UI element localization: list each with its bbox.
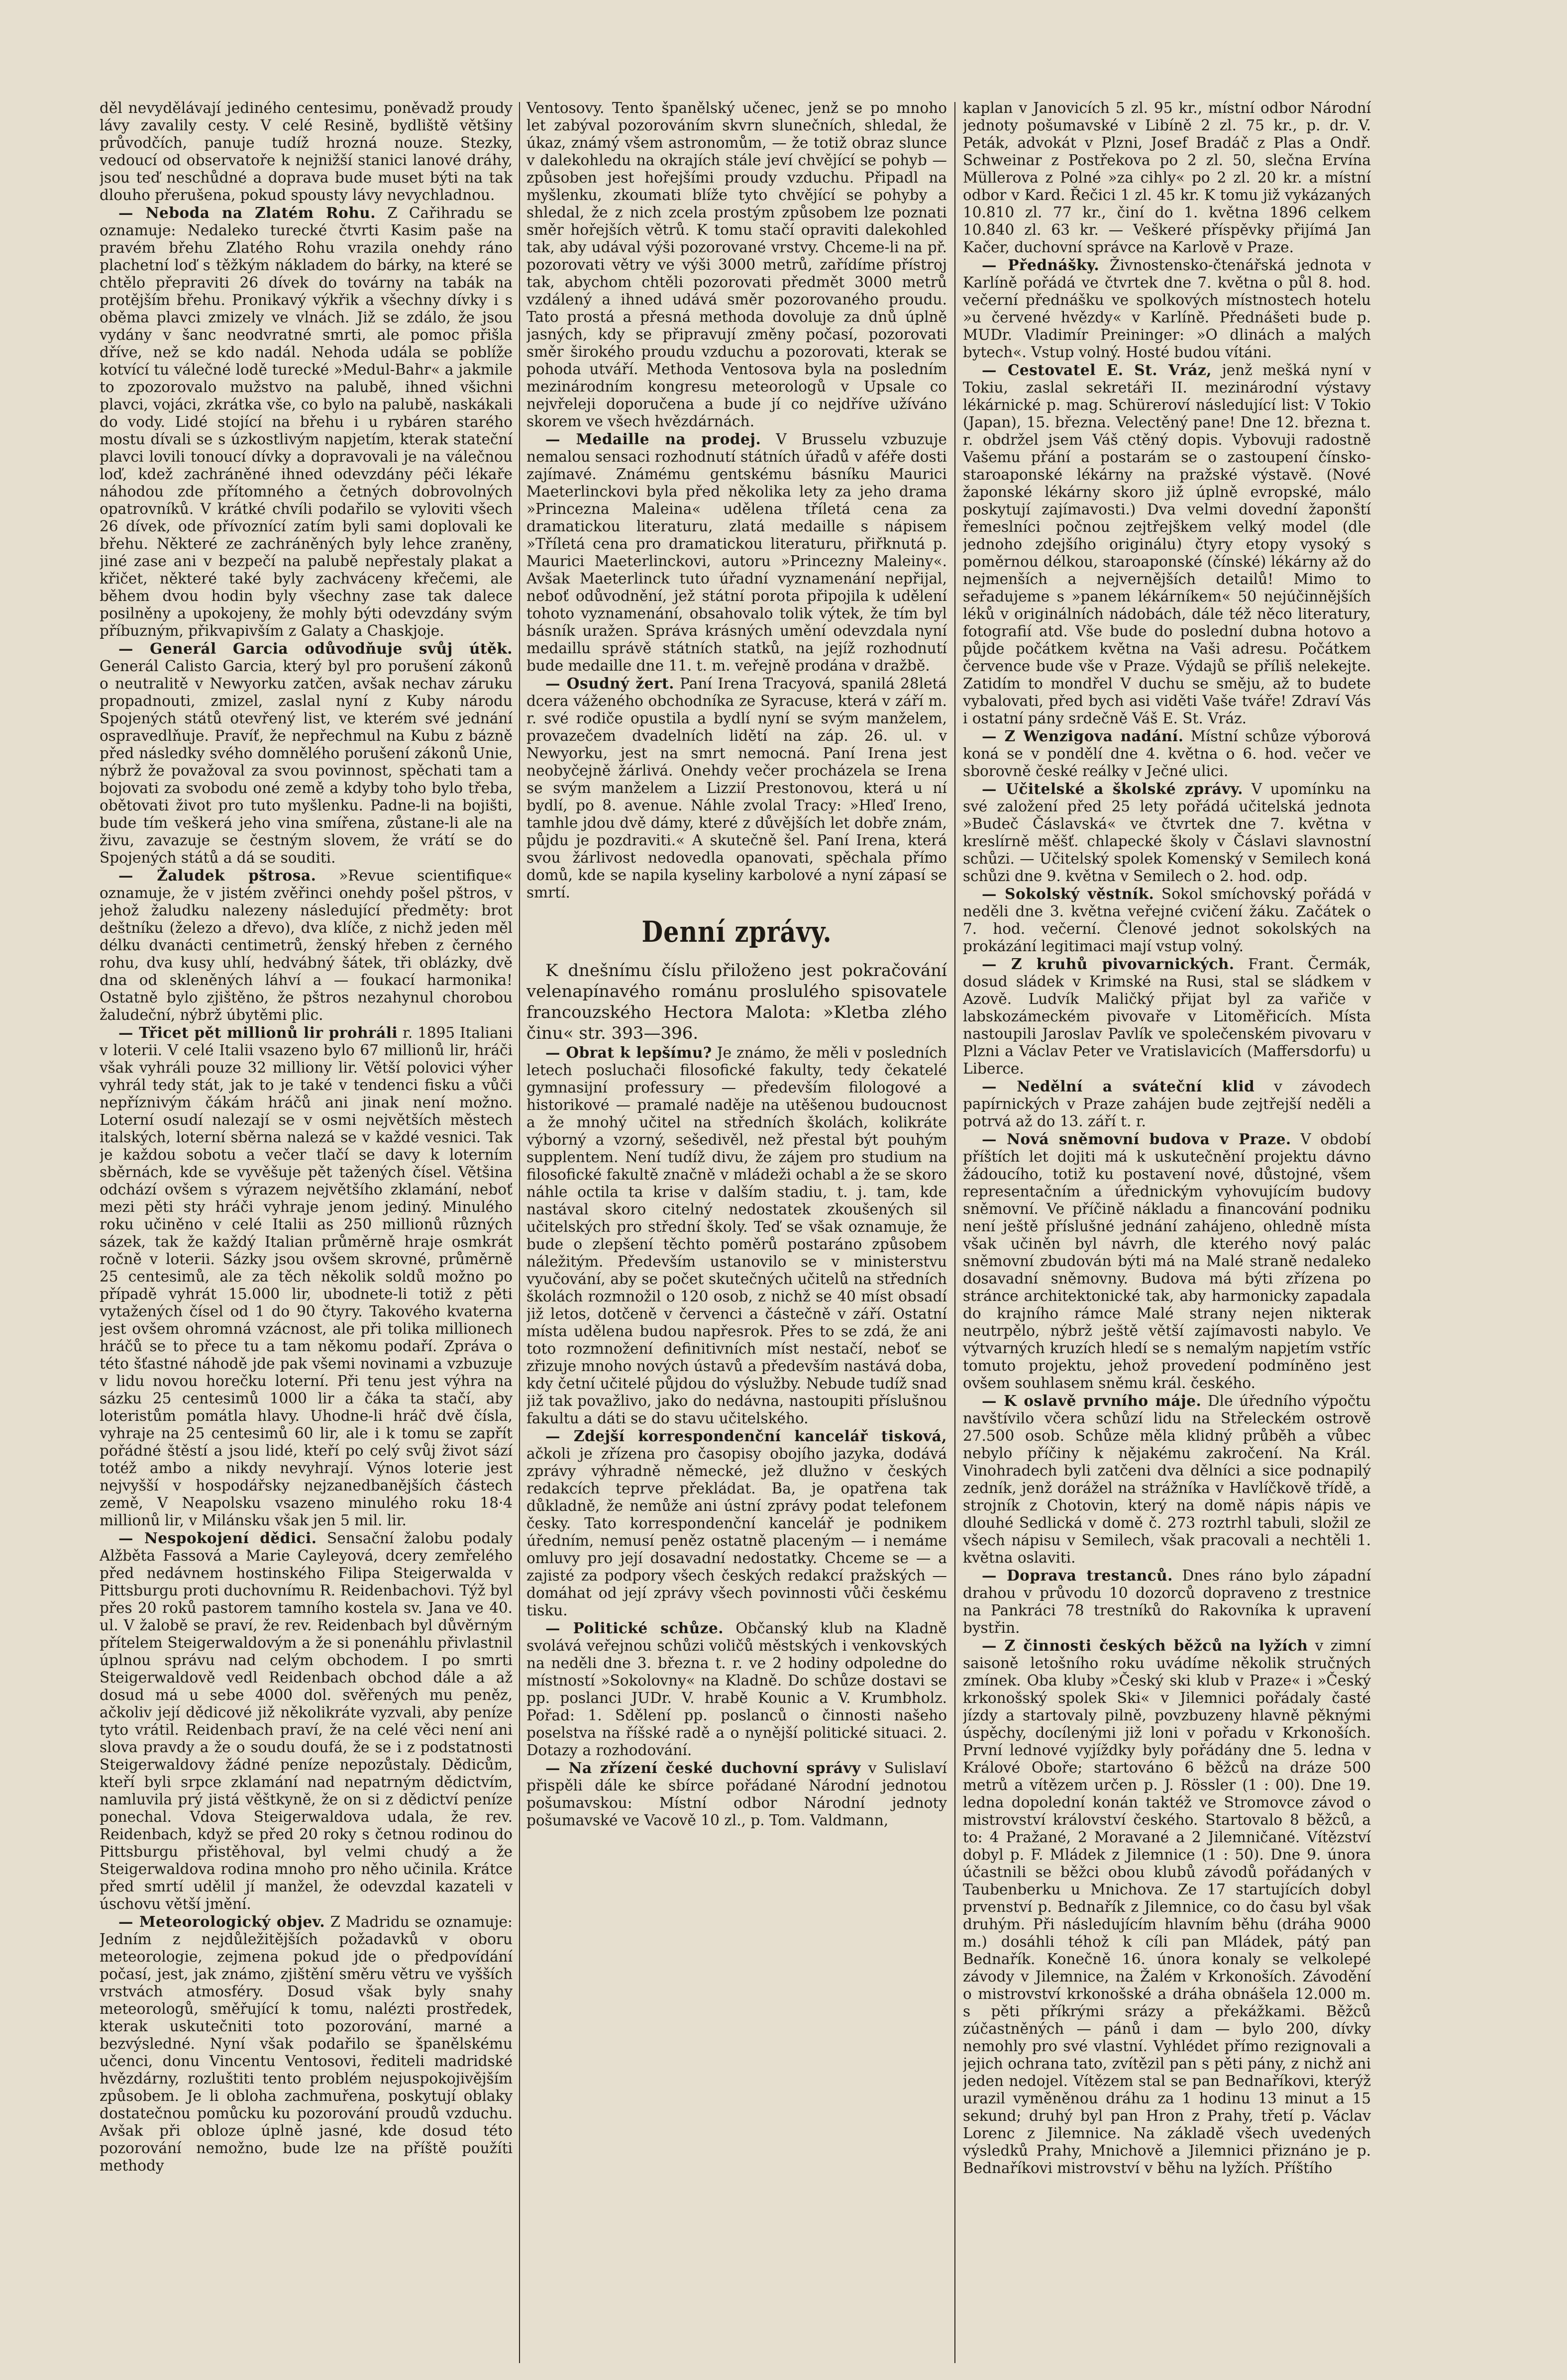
news-item-text: »Revue scientifique« oznamuje, že v jistém zvěřinci onehdy pošel pštros, v jehož žaludku nalezeny následující předměty: brot deštníku (železo a dřevo), dva klíče, z nichž jeden měl délku dvanácti centimetrů, ženský hřeben z černého rohu, dva kusy uhlí, hedvábný šátek, tři oblázky, dvě dna od skleněných láhví a — foukací harmonika! Ostatně bylo zjištěno, že pštros nezahynul chorobou žaludeční, nýbrž úbytěmi plic. (100, 867, 513, 1023)
news-item-heading: — Osudný žert. (545, 675, 674, 692)
news-item (100, 1529, 513, 1913)
news-item-text: v závodech papírnických v Praze zahájen bude zejtřejší neděli a potrvá až do 13. září t. r. (963, 1078, 1371, 1130)
news-item-text: V upomínku na své založení před 25 lety pořádá učitelská jednota »Budeč Čáslavská« ve čtvrtek dne 7. května v kreslírně měšť. chlapecké školy v Čáslavi slavnostní schůzi. — Učitelský spolek Komenský v Semilech koná schůzi dne 9. května v Semilech o 2. hod. odp. (963, 781, 1371, 885)
news-item (100, 99, 513, 204)
news-item-heading: — Cestovatel E. St. Vráz, (982, 361, 1212, 379)
section-heading: Denní zprávy. (641, 915, 832, 949)
news-item-text: Sokol smíchovský pořádá v neděli dne 3. května veřejné cvičení žáku. Začátek o 7. hod. večerní. Členové jednot sokolských na prokázání legitimaci mají vstup volný. (963, 886, 1371, 955)
news-item (963, 780, 1371, 885)
news-item-heading: — Politické schůze. (545, 1619, 724, 1637)
news-item-heading: — Nedělní a sváteční klid (982, 1078, 1255, 1095)
news-item (963, 1567, 1371, 1637)
news-item-text: Z Cařihradu se oznamuje: Nedaleko turecké čtvrti Kasim paše na pravém břehu Zlatého Rohu vrazila onehdy ráno plachetní loď s těžkým nákladem do bárky, na které se chtělo přepraviti 26 dívek do továrny na tabák na protějším břehu. Pronikavý výkřik a všechny dívky i s oběma plavci zmizely ve vlnách. Již se zdálo, že jsou vydány v šanc neodvratné smrti, ale pomoc přišla dříve, než se kdo nadál. Nehoda udála se poblíže kotvící tu válečné lodě turecké »Medul-Bahr« a jakmile to zpozorovalo mužstvo na palubě, ihned všichni plavci, vojáci, zkrátka vše, co bylo na palubě, naskákali do vody. Lidé stojící na břehu i u rybáren starého mostu dívali se s úzkostlivým napjetím, kterak stateční plavci lovili tonoucí dívky a dopravovali je na válečnou loď, kdež zachráněné ihned odevzdány péči lékaře náhodou zde přítomného a četných dobrovolných opatrovníků. V krátké chvíli podařilo se vyloviti všech 26 dívek, ode přívoznící zatím byli sami doplovali ke břehu. Některé ze zachráněných byly lehce zraněny, jiné zase ani v bezpečí na palubě nepřestaly plakat a křičet, některé také byly zachváceny křečemi, ale během dvou hodin byly všechny zase tak dalece posilněny a upokojeny, že mohly býti odevzdány svým příbuzným, přikvapivším z Galaty a Chaskjoje. (100, 204, 513, 639)
news-item-text: r. 1895 Italiani v loterii. V celé Italii vsazeno bylo 67 millionů lir, hráči však vyhráli pouze 32 milliony lir. Větší polovici výher vyhrál tedy stát, jak to je také v tendenci fisku a vůči nepříznivým čákám hráčů ani jinak není možno. Loterní osudí nalezají se v osmi největších městech italských, loterní sběrna nalezá se v každé vesnici. Tak je každou sobotu a večer tlačí se davy k loterním sběrnách, kde se vyvěšuje pět tažených čísel. Většina odchází ovšem s výrazem největšího zklamání, neboť mezi pěti sty hráči vyhraje jenom jediný. Minulého roku učiněno v celé Italii as 250 millionů různých sázek, tak že každý Italian průměrně hraje osmkrát ročně v loterii. Sázky jsou ovšem skrovné, průměrně 25 centesimů, ale za těch několik soldů možno po případě vyhrát 15.000 lir, ubodnete-li totiž z pěti vytažených čísel od 1 do 90 čtyry. Takového kvaterna jest ovšem ohromná vzácnost, ale při tolika millionech hráčů se to přece tu a tam někomu podaří. Zpráva o této šťastné náhodě jde pak všemi novinami a vzbuzuje v lidu novou horečku loterní. Při tenu jest výhra na sázku 25 centesimů 1000 lir a čáka ta stačí, aby loteristům pomátla hlavy. Uhodne-li hráč dvě čísla, vyhraje na 25 centesimů 60 lir, ale i k tomu se zapřít pořádné štěstí a jsou lidé, kteří po celý svůj život sází totéž ambo a nikdy nevyhrají. Výnos loterie jest nejvyšší v hospodářsky nejzanedbanějších částech země, V Neapolsku vsazeno minulého roku 18·4 millionů lir, v Milánsku však jen 5 mil. lir. (100, 1024, 513, 1529)
news-item-heading: — Z kruhů pivovarnických. (982, 955, 1235, 973)
news-item-heading: — Doprava trestanců. (982, 1567, 1173, 1584)
news-item-text: Ventosovy. Tento španělský učenec, jenž se po mnoho let zabýval pozorováním skvrn slunečních, shledal, že úkaz, známý všem astronomům, — že totiž obraz slunce v dalekohledu na okrajích stále jeví chvějící se pohyb — způsoben jest hořejšími proudy vzduchu. Připadl na myšlenku, zkoumati blíže tyto chvějící se pohyby a shledal, že z nich zcela prostým způsobem lze poznati směr hořejších větrů. K tomu stačí opraviti dalekohled tak, aby udával výši pozorované vrstvy. Chceme-li na př. pozorovati větry ve výši 3000 metrů, zařídíme přístroj tak, abychom chtěli pozorovati předmět 3000 metrů vzdálený a ihned udává směr pozorovaného proudu. Tato prostá a přesná methoda dovoluje za dnů úplně jasných, kdy se připravují změny počasí, pozorovati směr širokého proudu vzduchu a pozorovati, kterak se pohoda utváří. Methoda Ventosova byla na posledním mezinárodním kongresu meteorologů v Upsale co nejvřeleji doporučena a bude jí co nejdříve užíváno skorem ve všech hvězdárnách. (526, 99, 947, 430)
news-item (100, 1913, 513, 2175)
news-item-heading: — Učitelské a školské zprávy. (982, 780, 1243, 797)
column-middle (526, 99, 947, 2363)
news-item (100, 204, 513, 640)
news-item-text: V Brusselu vzbuzuje nemalou sensaci rozhodnutí státních úřadů v aféře dosti zajímavé. Známému gentskému básníku Maurici Maeterlinckovi byla před několika lety za jeho drama »Princezna Maleina« udělena tříletá cena za dramatickou literaturu, zlatá medaille s nápisem »Tříletá cena pro dramatickou literaturu, přiřknutá p. Maurici Maeterlinckovi, autoru »Princezny Maleiny«. Avšak Maeterlinck tuto úřadní vyznamenání nepřijal, neboť odůvodnění, jež státní porota připojila k udělení tohoto vyznamenání, obsahovalo tolik výtek, že tím byl básník uražen. Správa krásných umění odevzdala nyní medaillu správě státních statků, na jejíž rozhodnutí bude medaille dne 11. t. m. veřejně prodána v dražbě. (526, 431, 947, 674)
news-item-heading: — Třicet pět millionů lir prohráli (118, 1024, 398, 1041)
news-item-text: jenž mešká nyní v Tokiu, zaslal sekretáři II. mezinárodní výstavy lékárnické p. mag. Schüreroví následující list: V Tokio (Japan), 15. března. Velectěný pane! Dne 12. března t. r. obdržel jsem Váš ctěný dopis. Vybovuji radostně Vašemu přání a postarám se o zastoupení čínsko-staroaponské lékárny na pražské výstavě. (Nové žaponské lékárny skoro již úplně evropské, málo poskytují zajímavosti.) Dva velmi dovední žaponští řemeslníci počnou zejtřejškem velký model (dle jednoho zdejšího originálu) čtyry etopy vysoký s poměrnou délkou, staroaponské (čínské) lékárny až do nejmenších a nejvernějších detailů! Mimo to seřadujeme s »panem lékárníkem« 50 nejúčinnějších léků v originálních nádobách, dále též něco literatury, fotografií atd. Vše bude do poslední dubna hotovo a půjde počátkem května na Vaši adresu. Počátkem července bude vše v Praze. Výdajů se příliš nelekejte. Zatidím to mondřel V duchu se směju, až to budete vybalovati, před bych asi viděti Vaše tváře! Zdraví Vás i ostatní pány srdečně Váš E. St. Vráz. (963, 362, 1371, 727)
news-item-heading: — Z Wenzigova nadání. (982, 727, 1184, 745)
news-item-text: v Sulislaví přispěli dále ke sbírce pořádané Národní jednotou pošumavskou: Místní odbor Národní jednoty pošumavské ve Vacově 10 zl., p. Tom. Valdmann, (526, 1760, 947, 1829)
news-item-text: děl nevydělávají jediného centesimu, poněvadž proudy lávy zavalily cesty. V celé Resině, bydliště většiny průvodčích, panuje tudíž hrozná nouze. Stezky, vedoucí od observatoře k nejnižší stanici lanové dráhy, jsou teď neschůdné a doprava bude muset býti na tak dlouho přerušena, pokud spousty lávy nevychladnou. (100, 99, 513, 203)
news-item-text: Dle úředního výpočtu navštívilo včera schůzí lidu na Střeleckém ostrově 27.500 osob. Schůze měla klidný průběh a vůbec nebylo příčiny k nějakému zakročení. Na Král. Vinohradech byli zatčeni dva dělníci a sice podnapilý zedník, jenž dorážel na strážníka v Havlíčkově třídě, a strojník z Chotovin, který na domě nápis nápis ve dlouhé Sedlická v domě č. 273 roztrhl tabuli, složil ze všech nápisu v Semilech, však pracovali a nechtěli 1. května oslaviti. (963, 1392, 1371, 1566)
news-item (963, 727, 1371, 780)
news-item-text: Z Madridu se oznamuje: Jedním z nejdůležitějších požadavků v oboru meteorologie, zejmena pokud jde o předpovídání počasí, jest, jak známo, zjištění směru větru ve vyšších vrstvách atmosféry. Dosud však byly snahy meteorologů, směřující k tomu, nalézti prostředek, kterak uskutečniti toto pozorování, marné a bezvýsledné. Nyní však podařilo se španělskému učenci, donu Vincentu Ventosovi, řediteli madridské hvězdárny, rozluštiti tento problém nejuspokojivějším způsobem. Je li obloha zachmuřena, poskytují oblaky dostatečnou pomůcku ku pozorování proudů vzduchu. Avšak při obloze úplně jasné, kde dosud této pozorování nemožno, bude lze na příště použíti methody (100, 1913, 513, 2174)
news-item (526, 430, 947, 675)
news-item-text: Sensační žalobu podaly Alžběta Fassová a Marie Cayleyová, dcery zemřelého před nedávnem hostinského Filipa Steigerwalda v Pittsburgu proti duchovnímu R. Reidenbachovi. Týž byl přes 20 roků pastorem tamního kostela sv. Jana ve 40. ul. V žalobě se praví, že rev. Reidenbach byl důvěrným přítelem Steigerwaldovým a že si ponenáhlu přivlastnil úplnou správu nad celým obchodem. I po smrti Steigerwaldově vedl Reidenbach obchod dále a až dosud má u sebe 4000 dol. svěřených mu peněz, ačkoliv její dědicové již několikráte vyzvali, aby peníze tyto vrátil. Reidenbach praví, že na celé věci není ani slova pravdy a že o soudu doufá, že se i z podstatnosti Steigerwaldovy žádné peníze nepozůstaly. Dědicům, kteří byli srpce zklamání nad nepatrným dědictvím, namluvila prý jistá věštkyně, že on si z dědictví peníze ponechal. Vdova Steigerwaldova udala, že rev. Reidenbach, když se před 20 roky s četnou rodinou do Pittsburgu přistěhoval, byl velmi chudý a že Steigerwaldova rodina mnoho pro něho učinila. Krátce před smrtí udělil jí manžel, že odevzdal kazateli v úschovu větší jmění. (100, 1530, 513, 1912)
news-item (100, 640, 513, 867)
news-item-heading: — Zdejší korrespondenční kancelář tisková, (545, 1427, 947, 1445)
news-item-heading: — Nová sněmovní budova v Praze. (982, 1130, 1291, 1148)
news-item (963, 1392, 1371, 1567)
news-item-heading: — Na zřízení české duchovní správy (545, 1759, 861, 1777)
news-item-heading: — Přednášky. (982, 256, 1100, 274)
supplement-notice (526, 960, 947, 1044)
news-item (526, 1427, 947, 1619)
column-right (963, 99, 1371, 2363)
news-item (526, 1044, 947, 1427)
news-item-heading: — Meteorologický objev. (118, 1913, 325, 1930)
news-item-heading: — Obrat k lepšímu? (545, 1044, 712, 1061)
news-item-text: Paní Irena Tracyová, spanilá 28letá dcera váženého obchodníka ze Syracuse, která v září m. r. své rodiče opustila a bydlí nyní se svým manželem, provazečem dvadelních lidětí na záp. 26. ul. v Newyorku, jest na smrt nemocná. Paní Irena jest neobyčejně žárlivá. Onehdy večer procházela se Irena se svým manželem a Lizzií Prestonovou, která u ní bydlí, po 8. avenue. Náhle zvolal Tracy: »Hleď Ireno, tamhle jdou dvě dámy, které z důvějších let dobře znám, půjdu je pozdraviti.« A skutečně šel. Paní Irena, která svou žárlivost nedovedla opanovati, spěchala přímo domů, kde se napila kyseliny karbolové a nyní zápasí se smrtí. (526, 675, 947, 901)
news-item (100, 867, 513, 1024)
news-item-heading: — Generál Garcia odůvodňuje svůj útěk. (118, 640, 513, 657)
news-item-text: kaplan v Janovicích 5 zl. 95 kr., místní odbor Národní jednoty pošumavské v Libíně 2 zl. 75 kr., p. dr. V. Peták, advokát v Plzni, Josef Bradáč z Plas a Ondř. Schweinar z Postřekova po 2 zl. 50, slečna Ervína Müllerova z Polné »za cihly« po 2 zl. 20 kr. a místní odbor v Kard. Řečici 1 zl. 45 kr. K tomu již vykázaných 10.810 zl. 77 kr., činí do 1. května 1896 celkem 10.840 zl. 63 kr. — Veškeré příspěvky přijímá Jan Kačer, duchovní správce na Karlově v Praze. (963, 99, 1371, 256)
news-item-text: Místní schůze výborová koná se v pondělí dne 4. května o 6. hod. večer ve sborovně české reálky v Ječné ulici. (963, 728, 1371, 780)
column-divider (954, 102, 955, 2363)
news-item (963, 256, 1371, 361)
news-item (963, 955, 1371, 1078)
news-item (963, 1637, 1371, 2177)
news-item (963, 1130, 1371, 1392)
news-item-text: Živnostensko-čtenářská jednota v Karlíně pořádá ve čtvrtek dne 7. května o půl 8. hod. večerní přednášku ve spolkových místnostech hotelu »u červené hvězdy« v Karlíně. Přednášeti bude p. MUDr. Vladimír Preininger: »O dlinách a malých bytech«. Vstup volný. Hosté budou vítáni. (963, 257, 1371, 361)
news-item-heading: — Z činnosti českých běžců na lyžích (982, 1637, 1308, 1654)
news-item (963, 885, 1371, 955)
news-item-text: v zimní saisoně letošního roku uvádíme několik stručných zmínek. Oba kluby »Český ski klub v Praze« i »Český krkonošský spolek Ski« v Jilemnici pořádaly časté jízdy a startovaly pilně, povzbuzeny hlavně pěknými úspěchy, docílenými již loni v pořadu v Krkonoších. První lednové vyjíždky byly pořádány dne 5. ledna v Králové Oboře; startováno 6 běžců na dráze 500 metrů a vítězem určen p. J. Rössler (1 : 00). Dne 19. ledna dopolední konán taktéž ve Stromovce závod o mistrovství království českého. Startovalo 8 běžců, a to: 4 Pražané, 2 Moravané a 2 Jilemničané. Vítězství dobyl p. F. Mládek z Jilemnice (1 : 50). Dne 9. února účastnili se běžci obou klubů závodů pořádaných v Taubenberku u Mnichova. Ze 17 startujících dobyl prvenství p. Bednařík z Jilemnice, co do času byl však druhým. Při následujícím hlavním běhu (dráha 9000 m.) dosáhli téhož k cíli pan Mládek, pátý pan Bednařík. Konečně 16. února konaly se velkolepé závody v Jilemnice, na Žalém v Krkonoších. Závodění o mistrovství krkonošské a dráha obnášela 12.000 m. s pěti příkrými srázy a překážkami. Běžců zúčastněných — pánů i dam — bylo 200, dívky nemohly pro své vlastní. Vyhlédet přímo rezignovali a jejich ochrana tato, zvítězil pan s pěti pány, z nichž ani jeden nedojel. Vítězem stal se pan Bednaříkovi, kterýž urazil vyměněnou dráhu za 1 hodinu 13 minut a 15 sekund; druhý byl pan Hron z Prahy, třetí p. Václav Lorenc z Jilemnice. Na základě všech uvedených výsledků Prahy, Mnichově a Jilemnici přiznáno je p. Bednaříkovi mistrovství v běhu na lyžích. Příštího (963, 1637, 1371, 2177)
news-item-text: Dnes ráno bylo západní drahou v průvodu 10 dozorců dopraveno z trestnice na Pankráci 78 trestníků do Rakovníka k upravení bystřin. (963, 1567, 1371, 1636)
news-item-heading: — Medaille na prodej. (545, 430, 761, 448)
news-item-heading: — Nespokojení dědici. (118, 1529, 317, 1547)
column-divider (519, 102, 520, 2363)
news-item-heading: — Žaludek pštrosa. (118, 867, 316, 884)
news-item (526, 99, 947, 430)
news-item-text: Frant. Čermák, dosud sládek v Krimské na Rusi, stal se sládkem v Azově. Ludvík Maličký přijat byl za vařiče v labskozámeckém pivovaře v Litoměřicích. Místa nastoupili Jaroslav Pavlík ve společenském pivovaru v Plzni a Václav Peter ve Vratislavicích (Maffersdorfu) u Liberce. (963, 956, 1371, 1077)
news-item-text: Občanský klub na Kladně svolává veřejnou schůzi voličů městských i venkovských na neděli dne 3. března t. r. ve 2 hodiny odpoledne do místností »Sokolovny« na Kladně. Do schůze dostavi se pp. poslanci JUDr. V. hrabě Kounic a V. Krumbholz. Pořad: 1. Sdělení pp. poslanců o činnosti našeho poselstva na říšské radě a o nynější politické situaci. 2. Dotazy a rozhodování. (526, 1620, 947, 1759)
news-item (100, 1024, 513, 1529)
news-item-heading: — Sokolský věstník. (982, 885, 1154, 902)
news-item (526, 1759, 947, 1829)
news-item-text: Generál Calisto Garcia, který byl pro porušení zákonů o neutralitě v Newyorku zatčen, avšak nechav záruku propadnouti, zmizel, zaslal nyní z Kuby národu Spojených států otevřený list, ve kterém své jednání ospravedlňuje. Pravíť, že nepřechmul na Kubu z bázně před následky svého domnělého porušení zákonů Unie, nýbrž že považoval za svou povinnost, spěchati tam a bojovati za svobodu oné země a kdyby toho bylo třeba, obětovati život pro tuto myšlenku. Padne-li na bojišti, bude tím veškerá jeho vina smířena, zůstane-li ale na živu, zavazuje se čestným slovem, že vrátí se do Spojených států a dá se souditi. (100, 658, 513, 866)
news-item-text: K dnešnímu číslu přiloženo jest pokračování velenapínavého románu proslulého spisovatele francouzského Hectora Malota: »Kletba zlého činu« str. 393—396. (526, 961, 947, 1043)
news-item (963, 99, 1371, 256)
news-item-heading: — Neboda na Zlatém Rohu. (118, 204, 376, 221)
column-left (100, 99, 513, 2363)
news-item (963, 361, 1371, 727)
news-item-text: ačkoli je zřízena pro časopisy obojího jazyka, dodává zprávy výhradně německé, jež dlužno v českých redakcích teprve překládat. Ba, je opatřena tak důkladně, že nemůže ani ústní zprávy podat telefonem česky. Tato korrespondenční kancelář je podnikem úředním, nemusí peněz ostatně placeným — i nemáme omluvy pro její dosavadní nedostatky. Chceme se — a zajisté za podpory všech českých redakcí pražských — domáhat od její zprávy všech povinnosti vůči českému tisku. (526, 1445, 947, 1619)
news-item (963, 1078, 1371, 1130)
news-item (526, 675, 947, 901)
news-item-text: V období příštích let dojiti má k uskutečnění projektu dávno žádoucího, totiž ku postavení nové, důstojné, všem representačním a úřednickým vyhovujícím budovy sněmovní. Ve příčině nákladu a financování podniku není ještě příslušné jednání zahájeno, ohledně místa však učiněn byl návrh, dle kterého nový palác sněmovní zbudován býti má na Malé straně nedaleko dosavadní sněmovny. Budova má býti zřízena po stránce architektonické tak, aby harmonicky zapadala do krajního rámce Malé strany nejen nikterak neutrpělo, nýbrž ještě větší zajímavosti nabylo. Ve výtvarných kruzích hledí se s nemalým napjetím vstříc tomuto projektu, jehož provedení podmíněno jest ovšem souhlasem sněmu král. českého. (963, 1131, 1371, 1391)
news-item (526, 1619, 947, 1759)
news-item-heading: — K oslavě prvního máje. (982, 1392, 1202, 1409)
news-item-text: Je známo, že měli v posledních letech posluchači filosofické fakulty, tedy čekatelé gymnasijní professury — především filologové a historikové — pramalé naděje na utěšenou budoucnost a že mnohý učitel na středních školách, kolikráte výborný a vzorný, sešedivěl, než přestal být pouhým supplentem. Není tudíž divu, že zájem pro studium na filosofické fakultě značně v mládeži ochabl a že se skoro náhle octila ta krise v dalším stadiu, t. j. tam, kde nastával skoro citelný nedostatek zkoušených sil učitelských pro střední školy. Teď se však oznamuje, že bude o zlepšení těchto poměrů postaráno způsobem náležitým. Především ustanovilo se v ministerstvu vyučování, aby se počet skutečných učitelů na středních školách rozmnožil o 120 osob, z nichž se 40 míst obsadí již letos, dotčeně v červenci a částečně v září. Ostatní místa udělena budou napřesrok. Přes to se zdá, že ani toto rozmnožení definitivních míst nestačí, neboť se zřizuje mnoho nových ústavů a především nastává doba, kdy četní učitelé půjdou do výslužby. Nebude tudíž snad již tak považlivo, jako do nedávna, nastoupiti příslušnou fakultu a dáti se do stavu učitelského. (526, 1044, 947, 1427)
